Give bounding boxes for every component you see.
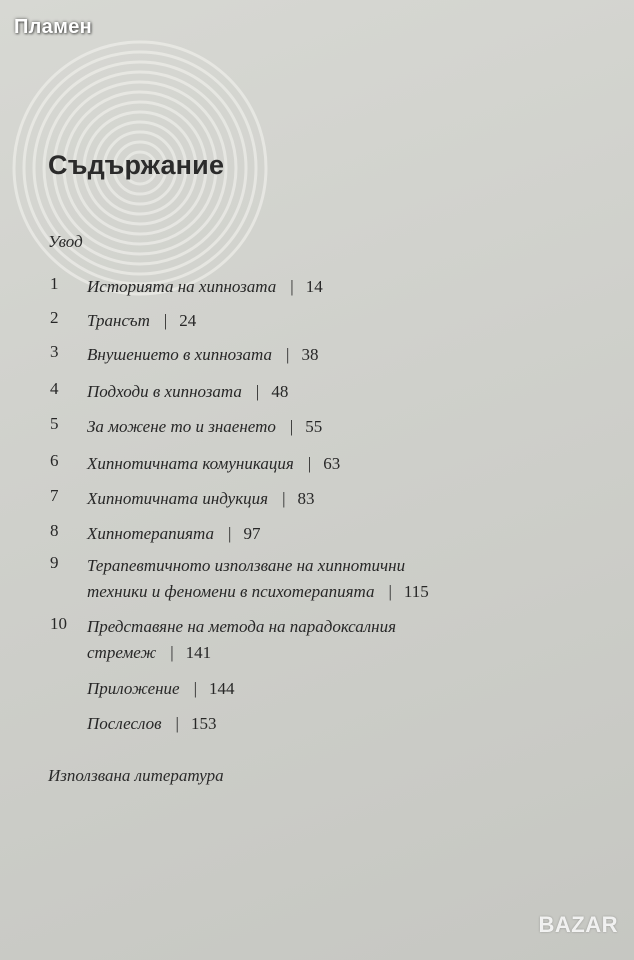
separator: |: [289, 417, 294, 436]
entry-body: [87, 414, 507, 440]
entry-page: 63: [323, 454, 341, 473]
entry-body: [87, 521, 507, 547]
separator: |: [307, 454, 312, 473]
entry-title: Внушението в хипнозата: [87, 345, 273, 364]
separator: |: [193, 679, 197, 698]
entry-title-line: Представяне на метода на парадоксалния: [87, 617, 397, 636]
entry-title-line: техники и феномени в психотерапията: [87, 582, 375, 601]
separator: |: [290, 277, 294, 296]
separator: |: [228, 524, 232, 543]
entry-page: 83: [297, 489, 315, 508]
entry-title: Приложение: [87, 679, 180, 698]
entry-body: [87, 274, 507, 300]
entry-title: Хипнотичната индукция: [87, 489, 269, 508]
entry-page: 115: [403, 582, 429, 601]
entry-body: [87, 614, 507, 666]
separator: |: [286, 345, 290, 364]
entry-body: [87, 486, 507, 512]
entry-page: 144: [209, 679, 235, 698]
entry-body: [87, 676, 507, 702]
entry-body: [87, 342, 507, 368]
entry-body: [87, 451, 507, 477]
entry-page: 24: [179, 311, 197, 330]
entry-body: [87, 308, 507, 334]
separator: |: [255, 382, 260, 401]
entry-page: 153: [190, 714, 217, 733]
entry-page: 14: [305, 277, 323, 296]
separator: |: [175, 714, 179, 733]
entry-title: Хипнотерапията: [87, 524, 215, 543]
entry-number: 6: [50, 451, 59, 470]
entry-number: 4: [50, 379, 59, 398]
entry-title: За можене то и знаенето: [87, 417, 276, 436]
entry-number: 5: [50, 414, 59, 433]
entry-title: Трансът: [87, 311, 150, 330]
separator: |: [170, 643, 174, 662]
separator: |: [388, 582, 392, 601]
entry-page: 97: [243, 524, 261, 543]
seller-username: Пламен: [14, 16, 93, 38]
separator: |: [163, 311, 168, 330]
entry-title: Послеслов: [87, 714, 162, 733]
toc-title: Съдържание: [48, 150, 225, 180]
entry-number: 10: [50, 614, 67, 633]
entry-page: 55: [305, 417, 323, 436]
site-watermark: BAZAR: [538, 912, 618, 937]
entry-number: 3: [50, 342, 59, 361]
entry-title-line: стремеж: [87, 643, 157, 662]
entry-number: 7: [50, 486, 59, 505]
toc-intro: Увод: [48, 232, 83, 251]
entry-page: 141: [185, 643, 212, 662]
entry-number: 2: [50, 308, 59, 327]
entry-page: 48: [271, 382, 289, 401]
separator: |: [282, 489, 286, 508]
entry-number: 1: [50, 274, 59, 293]
entry-title: Историята на хипнозата: [87, 277, 277, 296]
entry-number: 9: [50, 553, 59, 572]
entry-body: [87, 379, 507, 405]
entry-body: [87, 553, 507, 605]
entry-number: 8: [50, 521, 59, 540]
entry-title: Подходи в хипнозата: [87, 382, 242, 401]
entry-body: [87, 711, 507, 737]
entry-title: Хипнотичната комуникация: [87, 454, 294, 473]
toc-bibliography: Използвана литература: [48, 766, 224, 785]
entry-page: 38: [301, 345, 319, 364]
entry-title-line: Терапевтичното използване на хипнотични: [87, 556, 406, 575]
